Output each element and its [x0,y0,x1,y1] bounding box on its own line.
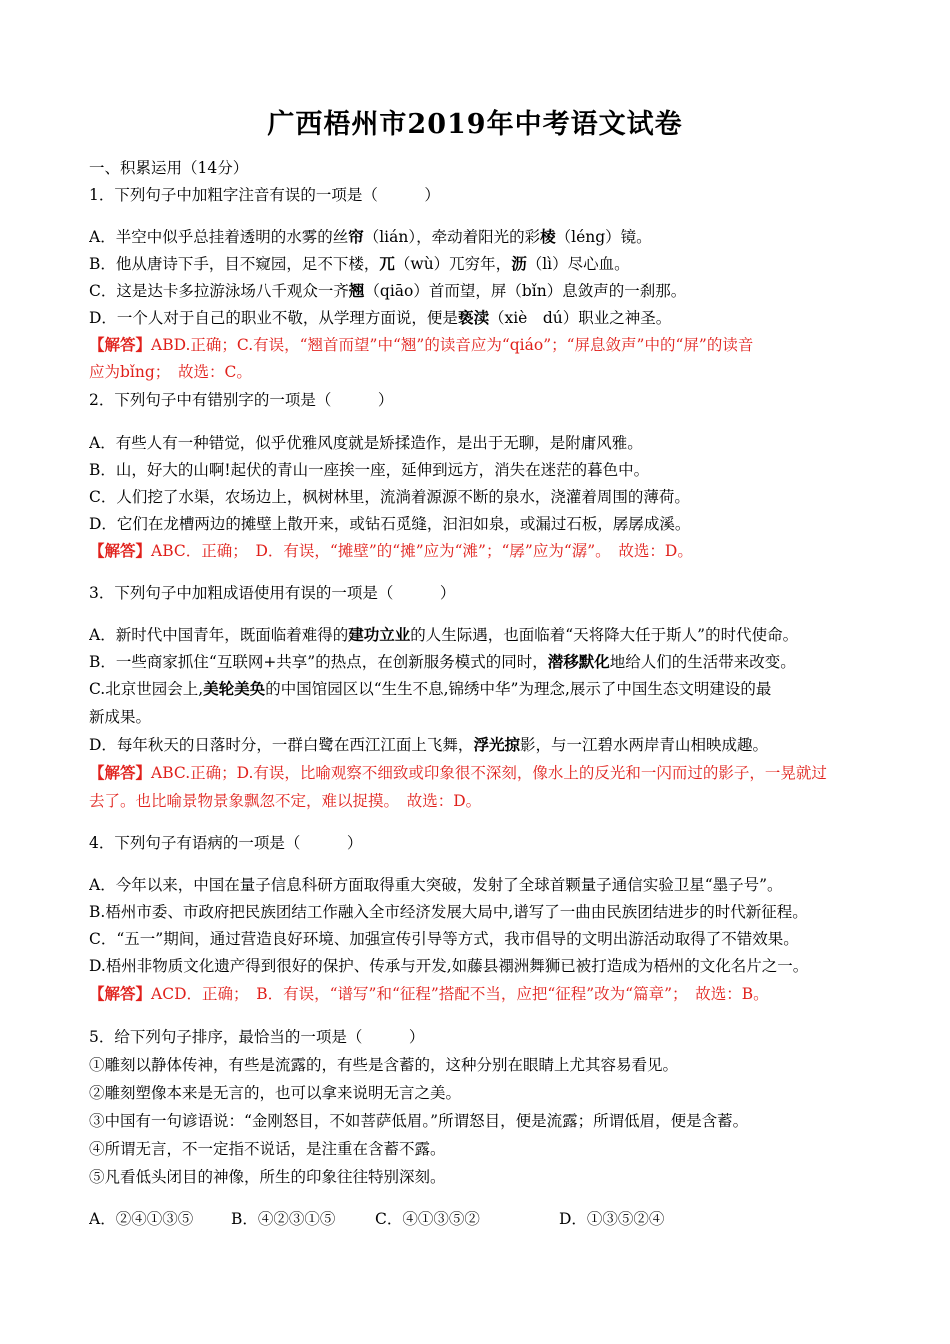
question-4-option-a: A．今年以来，中国在量子信息科研方面取得重大突破，发射了全球首颗量子通信实验卫星“墨子号”。 [89,876,783,894]
question-3-option-c: C.北京世园会上,美轮美奂的中国馆园区以“生生不息,锦绣中华”为理念,展示了中国生态文明建设的最 [89,679,772,698]
question-5-sentence-4: ④所谓无言，不一定指不说话，是注重在含蓄不露。 [89,1140,446,1158]
question-1-option-d: D．一个人对于自己的职业不敬，从学理方面说，便是亵渎（xiè dú）职业之神圣。 [89,308,672,327]
question-5-stem: 5．给下列句子排序，最恰当的一项是（ ） [89,1028,425,1046]
question-2-stem: 2．下列句子中有错别字的一项是（ ） [89,391,394,409]
question-1-option-b: B．他从唐诗下手，目不窥园，足不下楼，兀（wù）兀穷年，沥（lì）尽心血。 [89,254,630,273]
question-3-answer-cont: 去了。也比喻景物景象飘忽不定，难以捉摸。 故选：D。 [89,792,482,810]
question-5-sentence-3: ③中国有一句谚语说：“金刚怒目，不如菩萨低眉。”所谓怒目，便是流露；所谓低眉，便是含蓄。 [89,1112,749,1130]
question-2-option-d: D．它们在龙槽两边的摊壁上散开来，或钻石觅缝，汩汩如泉，或漏过石板，孱孱成溪。 [89,515,691,533]
page-title: 广西梧州市2019年中考语文试卷 [267,109,683,140]
question-1-answer: 【解答】ABD.正确；C.有误，“翘首而望”中“翘”的读音应为“qiáo”；“屏息敛声”中的“屏”的读音 [89,335,754,354]
question-4-option-d: D.梧州非物质文化遗产得到很好的保护、传承与开发,如藤县禤洲舞狮已被打造成为梧州的文化名片之一。 [89,957,809,975]
question-2-option-c: C．人们挖了水渠，农场边上，枫树林里，流淌着源源不断的泉水，浇灌着周围的薄荷。 [89,488,690,506]
question-5-options [89,1208,879,1230]
question-4-option-b: B.梧州市委、市政府把民族团结工作融入全市经济发展大局中,谱写了一曲由民族团结进步的时代新征程。 [89,903,808,921]
question-4-answer: 【解答】ACD．正确； B．有误，“谱写”和“征程”搭配不当，应把“征程”改为“篇章”； 故选：B。 [89,984,769,1003]
question-4-stem: 4．下列句子有语病的一项是（ ） [89,834,363,852]
question-2-answer: 【解答】ABC．正确； D．有误，“摊壁”的“摊”应为“滩”；“孱”应为“潺”。 故选：D。 [89,541,693,560]
question-5-option-a: A．②④①③⑤ [89,1210,194,1228]
question-5-sentence-2: ②雕刻塑像本来是无言的，也可以拿来说明无言之美。 [89,1084,462,1102]
question-5-sentence-5: ⑤凡看低头闭目的神像，所生的印象往往特别深刻。 [89,1168,446,1186]
question-3-option-a: A．新时代中国青年，既面临着难得的建功立业的人生际遇，也面临着“天将降大任于斯人”的时代使命。 [89,625,799,644]
question-5-option-c: C．④①③⑤② [375,1210,480,1228]
question-4-option-c: C．“五一”期间，通过营造良好环境、加强宣传引导等方式，我市倡导的文明出游活动取得了不错效果。 [89,930,799,948]
question-3-answer: 【解答】ABC.正确；D.有误，比喻观察不细致或印象很不深刻，像水上的反光和一闪而过的影子，一晃就过 [89,763,827,782]
section-heading: 一、积累运用（14分） [89,159,249,177]
question-1-stem: 1．下列句子中加粗字注音有误的一项是（ ） [89,186,440,204]
question-5-option-d: D．①③⑤②④ [559,1210,665,1228]
question-1-option-a: A．半空中似乎总挂着透明的水雾的丝帘（lián），牵动着阳光的彩棱（léng）镜。 [89,227,652,246]
question-2-option-a: A．有些人有一种错觉，似乎优雅风度就是矫揉造作，是出于无聊，是附庸风雅。 [89,434,643,452]
question-3-option-c-cont: 新成果。 [89,708,152,726]
question-3-option-b: B．一些商家抓住“互联网+共享”的热点，在创新服务模式的同时，潜移默化地给人们的生活带来改变。 [89,652,796,671]
question-3-stem: 3．下列句子中加粗成语使用有误的一项是（ ） [89,584,456,602]
question-1-answer-cont: 应为bǐng； 故选：C。 [89,363,252,381]
question-2-option-b: B．山，好大的山啊!起伏的青山一座挨一座，延伸到远方，消失在迷茫的暮色中。 [89,461,650,479]
question-5-option-b: B．④②③①⑤ [231,1210,336,1228]
question-3-option-d: D．每年秋天的日落时分，一群白鹭在西江江面上飞舞，浮光掠影，与一江碧水两岸青山相映成趣。 [89,735,768,754]
question-5-sentence-1: ①雕刻以静体传神，有些是流露的，有些是含蓄的，这种分别在眼睛上尤其容易看见。 [89,1056,679,1074]
question-1-option-c: C．这是达卡多拉游泳场八千观众一齐翘（qiāo）首而望，屏（bǐn）息敛声的一刹那。 [89,281,687,300]
